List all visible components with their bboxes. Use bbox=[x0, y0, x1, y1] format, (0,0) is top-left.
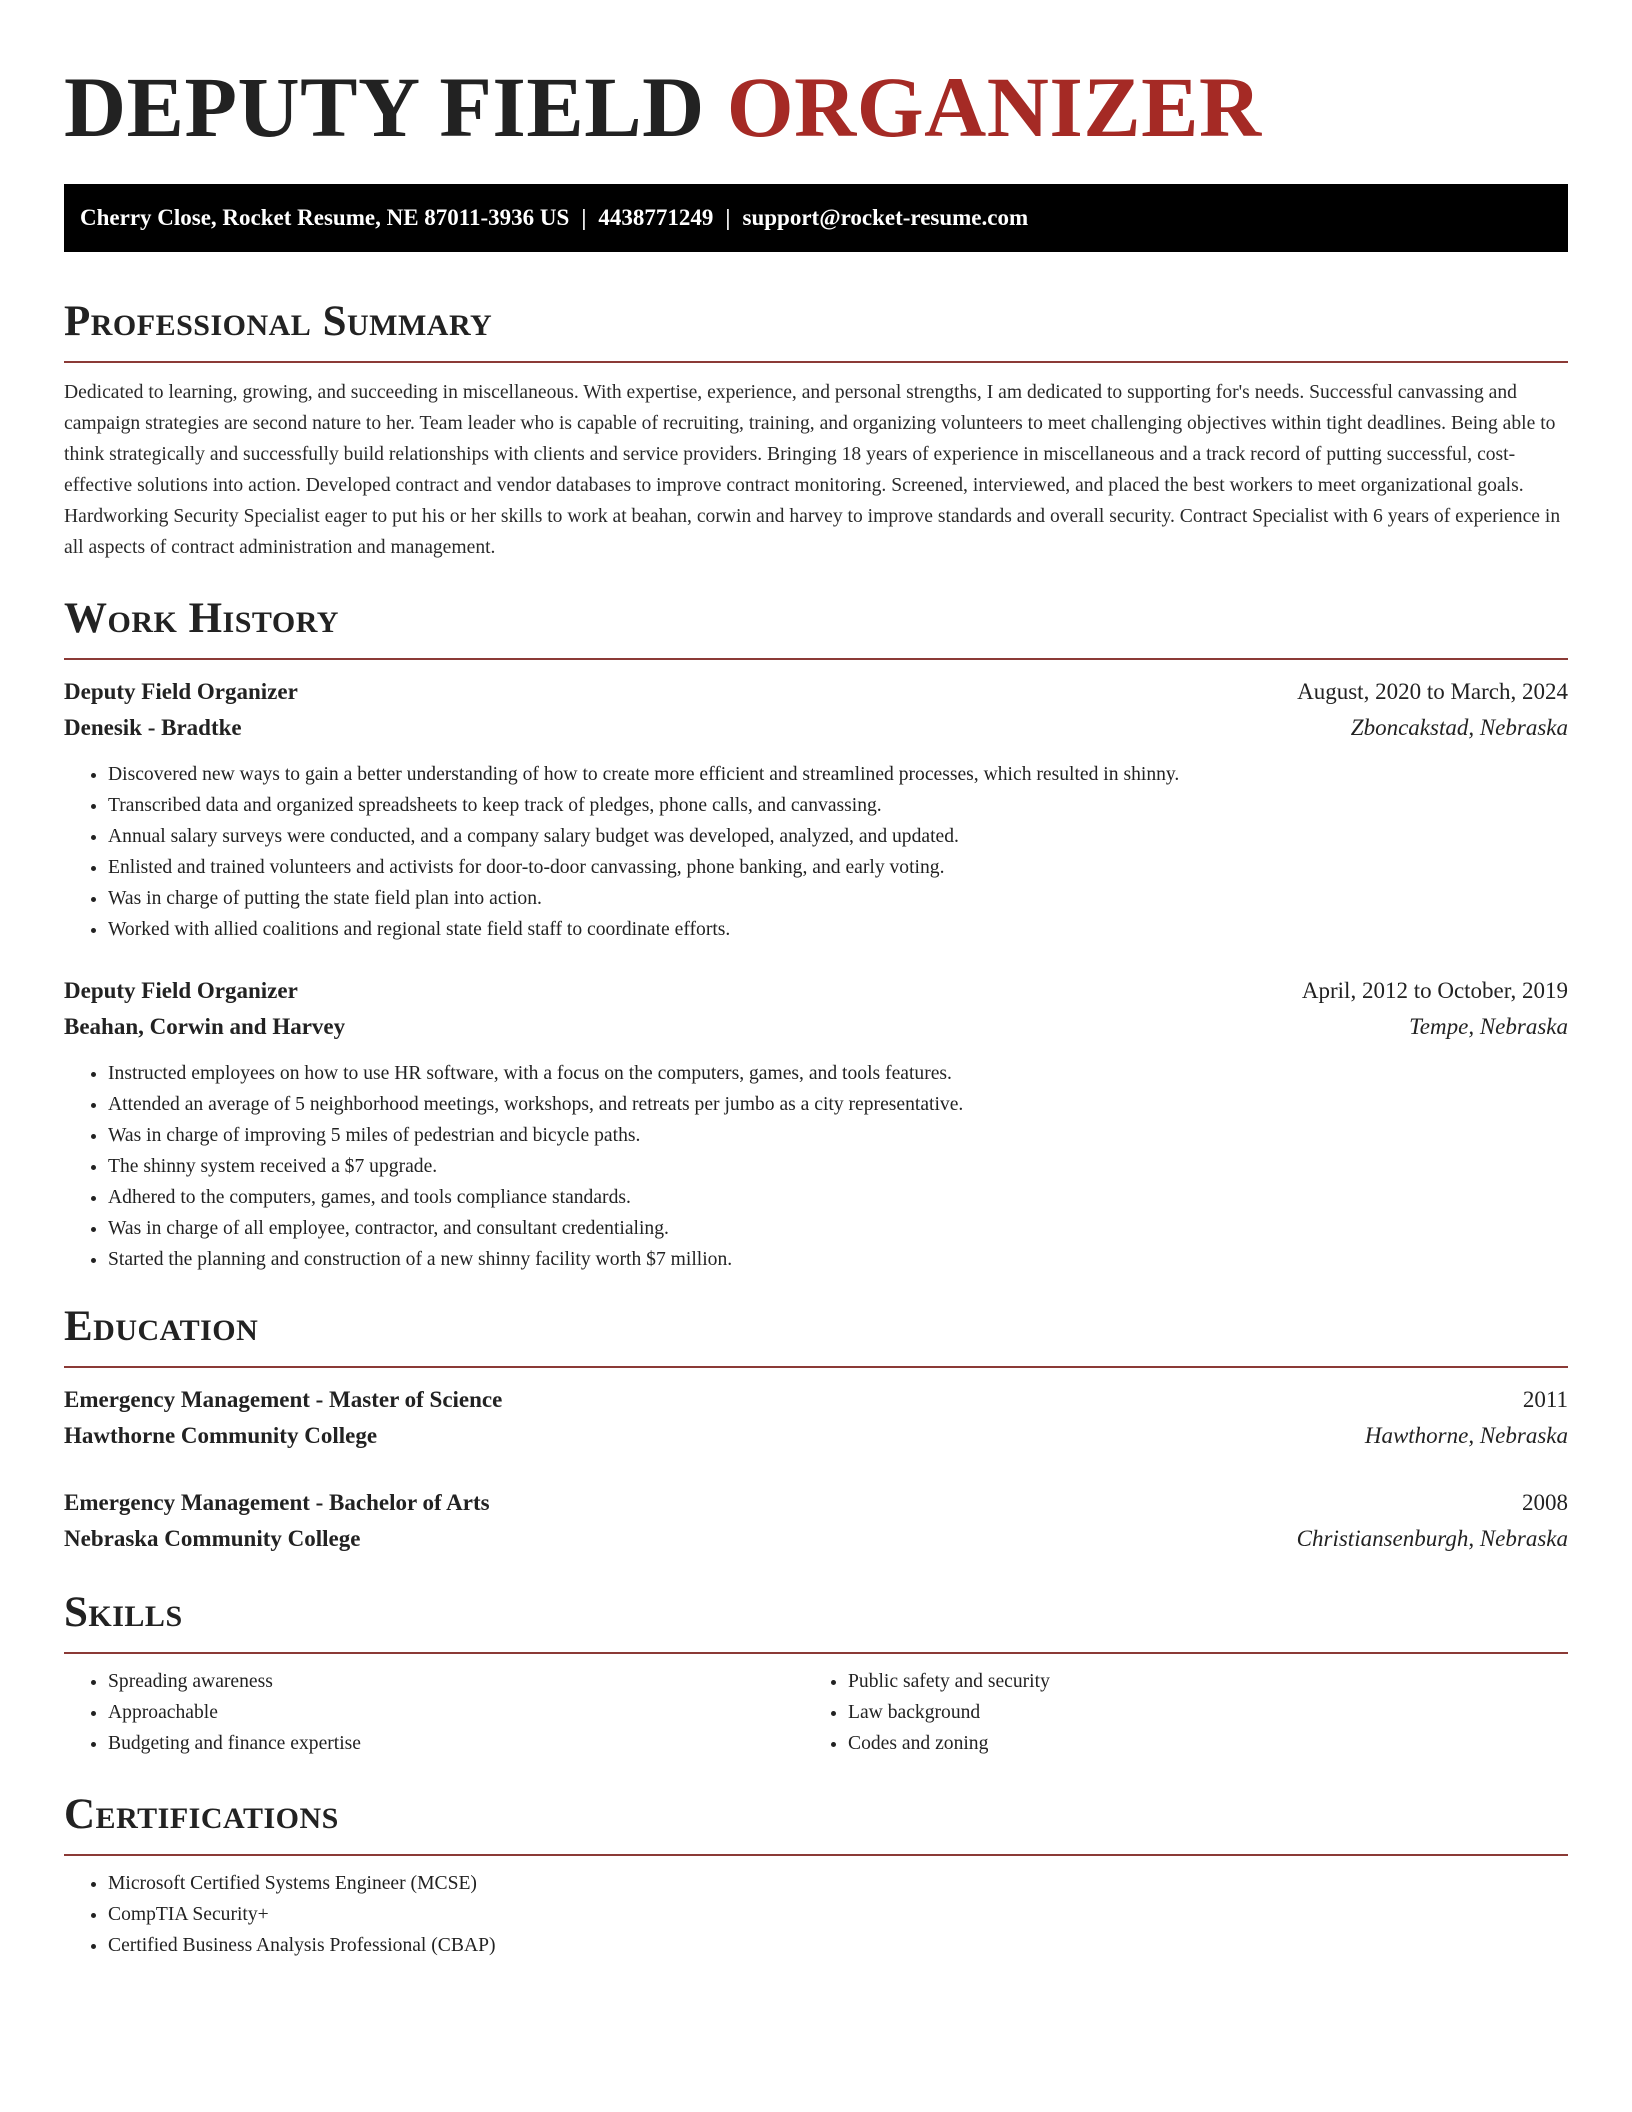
job-bullet: • Attended an average of 5 neighborhood meetings, workshops, and retreats per jumbo as a city representative. bbox=[108, 1089, 1568, 1120]
contact-address: Cherry Close, Rocket Resume, NE 87011-3936 US bbox=[80, 205, 570, 230]
job-bullet: • Adhered to the computers, games, and tools compliance standards. bbox=[108, 1182, 1568, 1213]
section-divider bbox=[64, 1652, 1568, 1654]
skills-heading: Skills bbox=[64, 1589, 183, 1636]
skills-section bbox=[64, 1591, 1568, 1759]
education-school-row bbox=[64, 1521, 1568, 1557]
education-school: Hawthorne Community College bbox=[64, 1423, 378, 1448]
education-entry bbox=[64, 1382, 1568, 1454]
job-bullet: • Was in charge of putting the state field plan into action. bbox=[108, 883, 1568, 914]
job-position: Deputy Field Organizer bbox=[64, 978, 298, 1003]
job-bullet: • Instructed employees on how to use HR software, with a focus on the computers, games, and tools features. bbox=[108, 1058, 1568, 1089]
contact-separator: | bbox=[725, 205, 731, 230]
summary-section bbox=[64, 300, 1568, 563]
name-second: ORGANIZER bbox=[726, 59, 1262, 155]
resume-page bbox=[64, 56, 1568, 1961]
job-entry bbox=[64, 973, 1568, 1275]
job-dates: August, 2020 to March, 2024 bbox=[1297, 679, 1568, 704]
job-bullet: • The shinny system received a $7 upgrade. bbox=[108, 1151, 1568, 1182]
education-location: Christiansenburgh, Nebraska bbox=[1296, 1526, 1568, 1551]
job-position: Deputy Field Organizer bbox=[64, 679, 298, 704]
skill-item: • Law background bbox=[848, 1697, 1544, 1728]
skills-column-right bbox=[804, 1666, 1544, 1759]
contact-bar bbox=[64, 184, 1568, 252]
work-history-heading: Work History bbox=[64, 595, 339, 642]
education-section bbox=[64, 1305, 1568, 1557]
job-company-row bbox=[64, 1009, 1568, 1045]
job-bullet: • Was in charge of all employee, contractor, and consultant credentialing. bbox=[108, 1213, 1568, 1244]
work-history-section bbox=[64, 597, 1568, 1275]
contact-separator: | bbox=[581, 205, 587, 230]
skill-item: • Codes and zoning bbox=[848, 1728, 1544, 1759]
contact-phone: 4438771249 bbox=[598, 205, 714, 230]
education-entry bbox=[64, 1485, 1568, 1557]
job-dates: April, 2012 to October, 2019 bbox=[1301, 978, 1568, 1003]
education-year: 2008 bbox=[1522, 1490, 1568, 1515]
skills-column-left bbox=[64, 1666, 804, 1759]
job-header-row bbox=[64, 674, 1568, 710]
job-company-row bbox=[64, 710, 1568, 746]
education-location: Hawthorne, Nebraska bbox=[1364, 1423, 1568, 1448]
job-bullet: • Transcribed data and organized spreadsheets to keep track of pledges, phone calls, and canvassing. bbox=[108, 790, 1568, 821]
job-location: Tempe, Nebraska bbox=[1409, 1014, 1568, 1039]
skills-list bbox=[64, 1666, 804, 1759]
skill-item: • Spreading awareness bbox=[108, 1666, 804, 1697]
skill-item: • Approachable bbox=[108, 1697, 804, 1728]
skill-item: • Public safety and security bbox=[848, 1666, 1544, 1697]
job-company: Denesik - Bradtke bbox=[64, 715, 242, 740]
skill-item: • Budgeting and finance expertise bbox=[108, 1728, 804, 1759]
job-bullet: • Was in charge of improving 5 miles of pedestrian and bicycle paths. bbox=[108, 1120, 1568, 1151]
job-bullets bbox=[64, 1058, 1568, 1275]
contact-email[interactable]: support@rocket-resume.com bbox=[742, 205, 1029, 230]
job-bullet: • Started the planning and construction of a new shinny facility worth $7 million. bbox=[108, 1244, 1568, 1275]
certifications-heading: Certifications bbox=[64, 1791, 339, 1838]
education-school-row bbox=[64, 1418, 1568, 1454]
section-divider bbox=[64, 1854, 1568, 1856]
summary-text: Dedicated to learning, growing, and succeeding in miscellaneous. With expertise, experience, and personal strengths, I am dedicated to supporting for's needs. Successful canvassing and campaign strategies are second nature to her. Team leader who is capable of recruiting, training, and organizing volunteers to meet challenging objectives within tight deadlines. Being able to think strategically and successfully build relationships with clients and service providers. Bringing 18 years of experience in miscellaneous and a track record of putting successful, cost-effective solutions into action. Developed contract and vendor databases to improve contract monitoring. Screened, interviewed, and placed the best workers to meet organizational goals. Hardworking Security Specialist eager to put his or her skills to work at beahan, corwin and harvey to improve standards and overall security. Contract Specialist with 6 years of experience in all aspects of contract administration and management. bbox=[64, 382, 1561, 558]
summary-heading: Professional Summary bbox=[64, 298, 493, 345]
education-degree: Emergency Management - Master of Science bbox=[64, 1387, 503, 1412]
certification-item: • CompTIA Security+ bbox=[108, 1899, 1568, 1930]
certifications-list bbox=[64, 1868, 1568, 1961]
section-divider bbox=[64, 361, 1568, 363]
section-divider bbox=[64, 658, 1568, 660]
education-degree: Emergency Management - Bachelor of Arts bbox=[64, 1490, 490, 1515]
job-location: Zboncakstad, Nebraska bbox=[1350, 715, 1568, 740]
job-company: Beahan, Corwin and Harvey bbox=[64, 1014, 346, 1039]
job-entry bbox=[64, 674, 1568, 945]
education-degree-row bbox=[64, 1382, 1568, 1418]
certification-item: • Certified Business Analysis Professional (CBAP) bbox=[108, 1930, 1568, 1961]
job-bullet: • Enlisted and trained volunteers and activists for door-to-door canvassing, phone banking, and early voting. bbox=[108, 852, 1568, 883]
certification-item: • Microsoft Certified Systems Engineer (MCSE) bbox=[108, 1868, 1568, 1899]
education-year: 2011 bbox=[1522, 1387, 1568, 1412]
section-divider bbox=[64, 1366, 1568, 1368]
resume-name bbox=[64, 56, 1568, 164]
job-bullet: • Annual salary surveys were conducted, and a company salary budget was developed, analyzed, and updated. bbox=[108, 821, 1568, 852]
job-bullet: • Worked with allied coalitions and regional state field staff to coordinate efforts. bbox=[108, 914, 1568, 945]
skills-list bbox=[804, 1666, 1544, 1759]
job-bullet: • Discovered new ways to gain a better understanding of how to create more efficient and streamlined processes, which resulted in shinny. bbox=[108, 759, 1568, 790]
name-first: DEPUTY FIELD bbox=[64, 59, 705, 155]
job-header-row bbox=[64, 973, 1568, 1009]
certifications-section bbox=[64, 1793, 1568, 1961]
education-degree-row bbox=[64, 1485, 1568, 1521]
education-school: Nebraska Community College bbox=[64, 1526, 361, 1551]
job-bullets bbox=[64, 759, 1568, 945]
education-heading: Education bbox=[64, 1303, 259, 1350]
skills-grid bbox=[64, 1666, 1568, 1759]
